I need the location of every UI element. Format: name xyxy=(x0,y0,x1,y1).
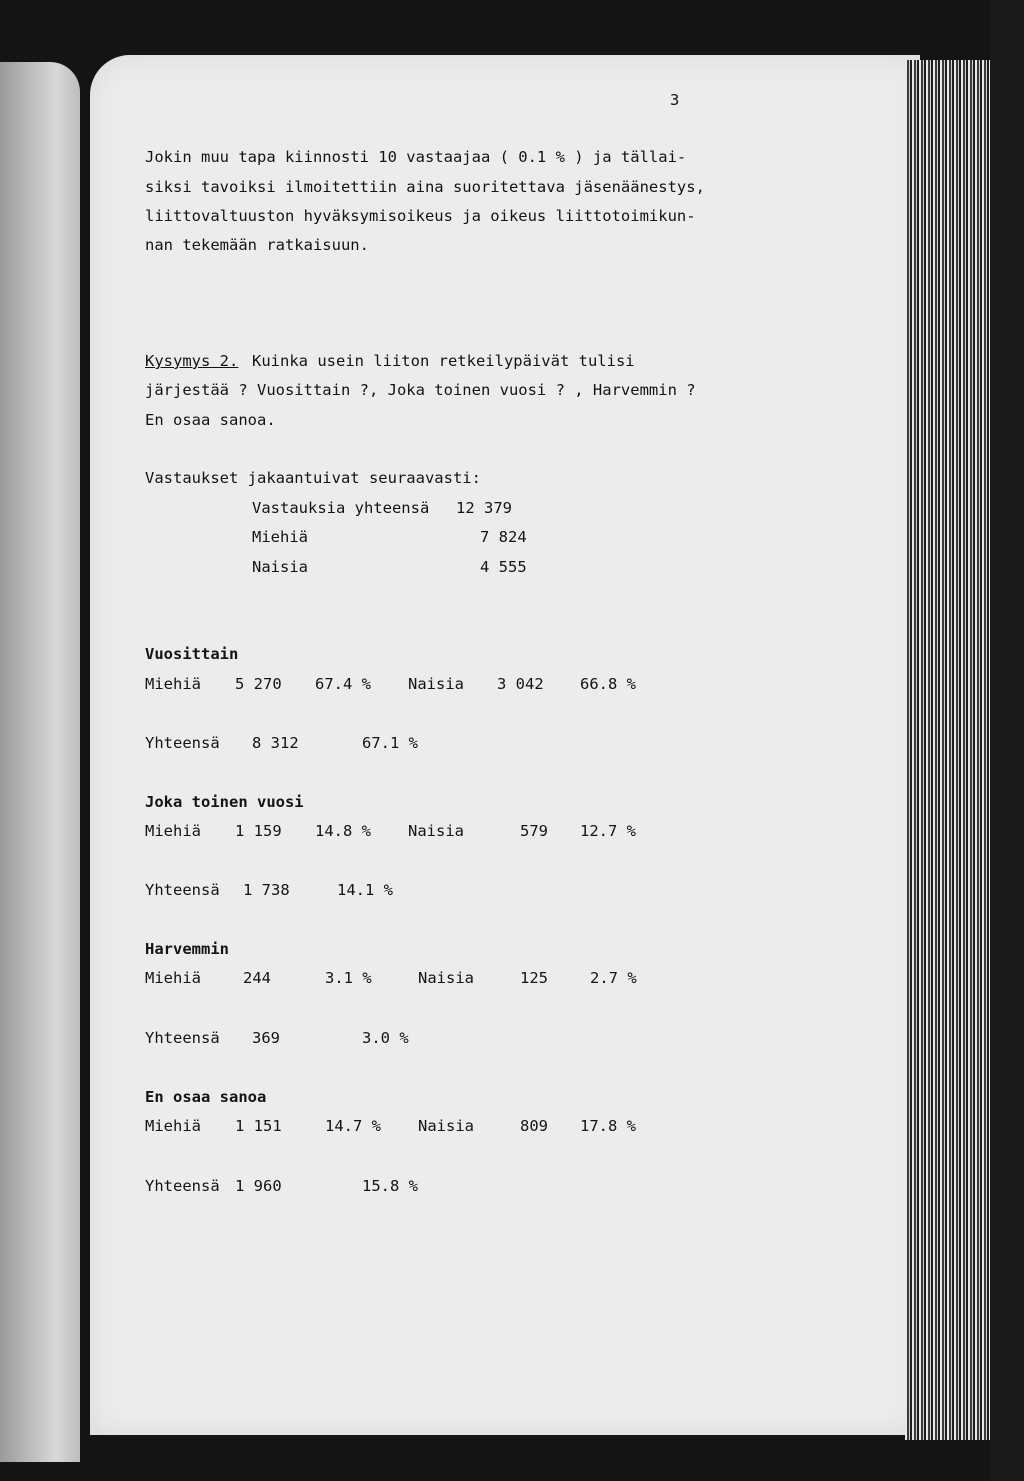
intro-line-1: Jokin muu tapa kiinnosti 10 vastaajaa ( 0.1 % ) ja tällai- xyxy=(145,148,687,166)
women-count: 809 xyxy=(520,1117,548,1135)
women-percent: 12.7 % xyxy=(580,822,636,840)
total-count: 8 312 xyxy=(252,734,299,752)
totals-label-women: Naisia xyxy=(252,558,308,576)
totals-value-all: 12 379 xyxy=(456,499,512,517)
section-title: Vuosittain xyxy=(145,645,239,663)
men-percent: 14.7 % xyxy=(325,1117,381,1135)
men-percent: 14.8 % xyxy=(315,822,371,840)
women-label: Naisia xyxy=(408,675,464,693)
intro-line-2: siksi tavoiksi ilmoitettiin aina suoritettava jäsenäänestys, xyxy=(145,178,705,196)
women-label: Naisia xyxy=(418,1117,474,1135)
question-line-2: järjestää ? Vuosittain ?, Joka toinen vuosi ? , Harvemmin ? xyxy=(145,381,696,399)
page-number: 3 xyxy=(670,91,680,109)
women-count: 3 042 xyxy=(497,675,544,693)
men-count: 244 xyxy=(243,969,271,987)
men-count: 1 159 xyxy=(235,822,282,840)
facing-page-edge xyxy=(0,62,80,1462)
women-percent: 17.8 % xyxy=(580,1117,636,1135)
total-label: Yhteensä xyxy=(145,1029,220,1047)
total-percent: 3.0 % xyxy=(362,1029,409,1047)
women-percent: 66.8 % xyxy=(580,675,636,693)
section-title: Harvemmin xyxy=(145,940,229,958)
women-percent: 2.7 % xyxy=(590,969,637,987)
total-percent: 15.8 % xyxy=(362,1177,418,1195)
men-label: Miehiä xyxy=(145,969,201,987)
intro-line-4: nan tekemään ratkaisuun. xyxy=(145,236,369,254)
total-percent: 14.1 % xyxy=(337,881,393,899)
men-label: Miehiä xyxy=(145,675,201,693)
totals-label-men: Miehiä xyxy=(252,528,308,546)
section-title: En osaa sanoa xyxy=(145,1088,267,1106)
book-spine xyxy=(990,0,1024,1481)
women-count: 125 xyxy=(520,969,548,987)
men-count: 1 151 xyxy=(235,1117,282,1135)
men-percent: 67.4 % xyxy=(315,675,371,693)
men-label: Miehiä xyxy=(145,822,201,840)
intro-line-3: liittovaltuuston hyväksymisoikeus ja oikeus liittotoimikun- xyxy=(145,207,696,225)
total-label: Yhteensä xyxy=(145,1177,220,1195)
total-label: Yhteensä xyxy=(145,881,220,899)
total-percent: 67.1 % xyxy=(362,734,418,752)
total-count: 1 738 xyxy=(243,881,290,899)
men-count: 5 270 xyxy=(235,675,282,693)
question-line-3: En osaa sanoa. xyxy=(145,411,276,429)
answers-intro: Vastaukset jakaantuivat seuraavasti: xyxy=(145,469,481,487)
total-count: 369 xyxy=(252,1029,280,1047)
totals-label-all: Vastauksia yhteensä xyxy=(252,499,430,517)
women-label: Naisia xyxy=(408,822,464,840)
women-label: Naisia xyxy=(418,969,474,987)
page-stack-edge xyxy=(905,60,990,1440)
men-percent: 3.1 % xyxy=(325,969,372,987)
women-count: 579 xyxy=(520,822,548,840)
totals-value-men: 7 824 xyxy=(480,528,527,546)
total-label: Yhteensä xyxy=(145,734,220,752)
question-label: Kysymys 2. xyxy=(145,352,239,370)
question-line-1: Kuinka usein liiton retkeilypäivät tulisi xyxy=(252,352,635,370)
totals-value-women: 4 555 xyxy=(480,558,527,576)
section-title: Joka toinen vuosi xyxy=(145,793,304,811)
men-label: Miehiä xyxy=(145,1117,201,1135)
total-count: 1 960 xyxy=(235,1177,282,1195)
